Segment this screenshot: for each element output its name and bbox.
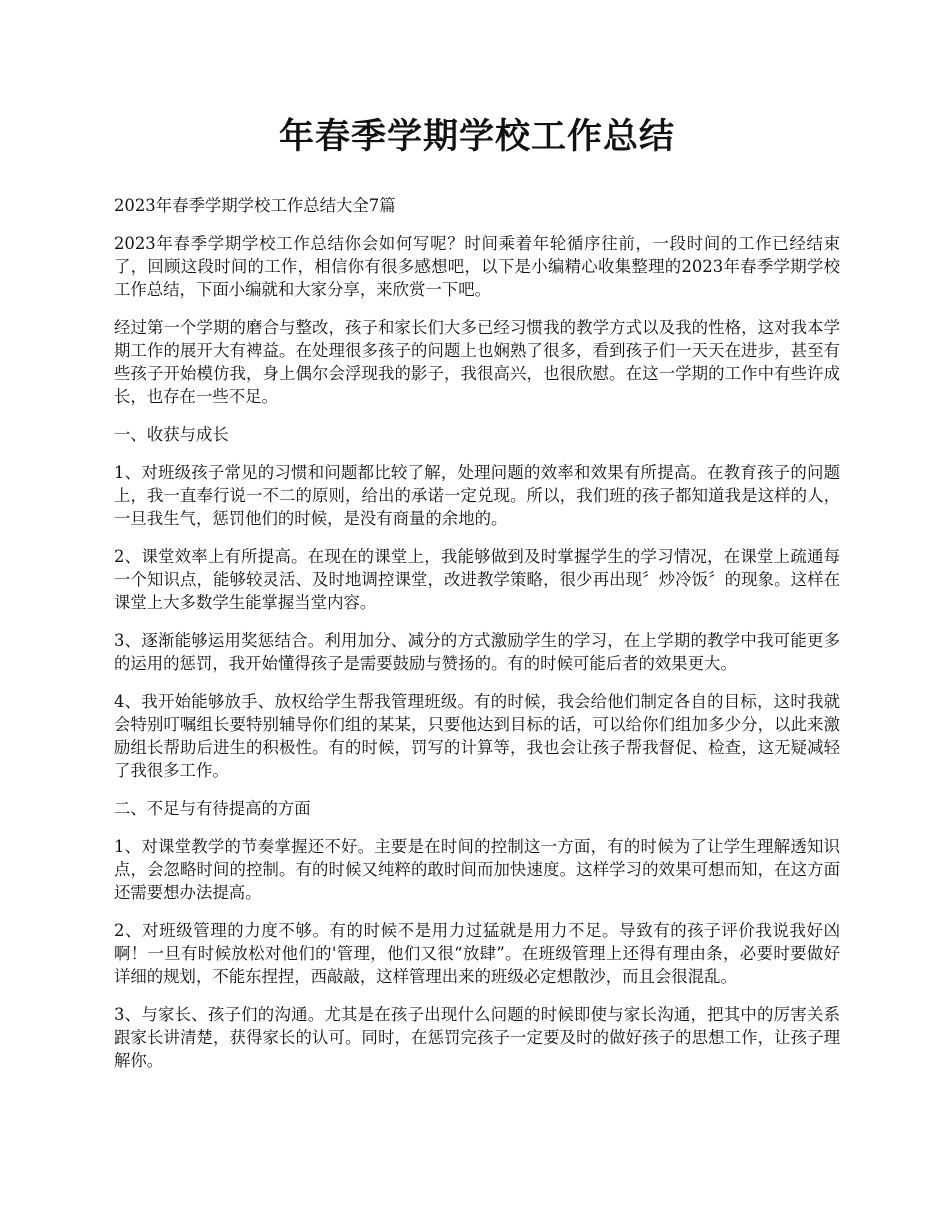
gains-item-1: 1、对班级孩子常见的习惯和问题都比较了解，处理问题的效率和效果有所提高。在教育孩子的问题上，我一直奉行说一不二的原则，给出的承诺一定兑现。所以，我们班的孩子都知道我是这样的人，一旦我生气，惩罚他们的时候，是没有商量的余地的。 [114, 463, 840, 528]
gains-item-3: 3、逐渐能够运用奖惩结合。利用加分、减分的方式激励学生的学习，在上学期的教学中我可能更多的运用的惩罚，我开始懂得孩子是需要鼓励与赞扬的。有的时候可能后者的效果更大。 [114, 631, 840, 673]
overview-paragraph: 经过第一个学期的磨合与整改，孩子和家长们大多已经习惯我的教学方式以及我的性格，这对我本学期工作的展开大有裨益。在处理很多孩子的问题上也娴熟了很多，看到孩子们一天天在进步，甚至有些孩子开始模仿我，身上偶尔会浮现我的影子，我很高兴，也很欣慰。在这一学期的工作中有些许成长，也存在一些不足。 [114, 318, 840, 406]
document-page [114, 110, 840, 1087]
gains-item-2: 2、课堂效率上有所提高。在现在的课堂上，我能够做到及时掌握学生的学习情况，在课堂上疏通每一个知识点，能够较灵活、及时地调控课堂，改进教学策略，很少再出现〞炒冷饭〞的现象。这样在课堂上大多数学生能掌握当堂内容。 [114, 547, 840, 612]
shortcomings-item-2: 2、对班级管理的力度不够。有的时候不是用力过猛就是用力不足。导致有的孩子评价我说我好凶啊！一旦有时候放松对他们的'管理，他们又很“放肆”。在班级管理上还得有理由条，必要时要做好详细的规划，不能东捏捏，西敲敲，这样管理出来的班级必定想散沙，而且会很混乱。 [114, 921, 840, 986]
shortcomings-item-3: 3、与家长、孩子们的沟通。尤其是在孩子出现什么问题的时候即使与家长沟通，把其中的厉害关系跟家长讲清楚，获得家长的认可。同时，在惩罚完孩子一定要及时的做好孩子的思想工作，让孩子理解你。 [114, 1005, 840, 1070]
document-subtitle: 2023年春季学期学校工作总结大全7篇 [114, 196, 396, 215]
section-heading-shortcomings: 二、不足与有待提高的方面 [114, 799, 311, 818]
intro-paragraph: 2023年春季学期学校工作总结你会如何写呢？时间乘着年轮循序往前，一段时间的工作已经结束了，回顾这段时间的工作，相信你有很多感想吧，以下是小编精心收集整理的2023年春季学期学校工作总结，下面小编就和大家分享，来欣赏一下吧。 [114, 234, 840, 299]
section-heading-gains: 一、收获与成长 [114, 425, 229, 444]
shortcomings-item-1: 1、对课堂教学的节奏掌握还不好。主要是在时间的控制这一方面，有的时候为了让学生理解透知识点，会忽略时间的控制。有的时候又纯粹的敢时间而加快速度。这样学习的效果可想而知，在这方面还需要想办法提高。 [114, 837, 840, 902]
document-title: 年春季学期学校工作总结 [278, 116, 675, 157]
gains-item-4: 4、我开始能够放手、放权给学生帮我管理班级。有的时候，我会给他们制定各自的目标，这时我就会特别叮嘱组长要特别辅导你们组的某某，只要他达到目标的话，可以给你们组加多少分，以此来激励组长帮助后进生的积极性。有的时候，罚写的计算等，我也会让孩子帮我督促、检查，这无疑减轻了我很多工作。 [114, 692, 840, 780]
